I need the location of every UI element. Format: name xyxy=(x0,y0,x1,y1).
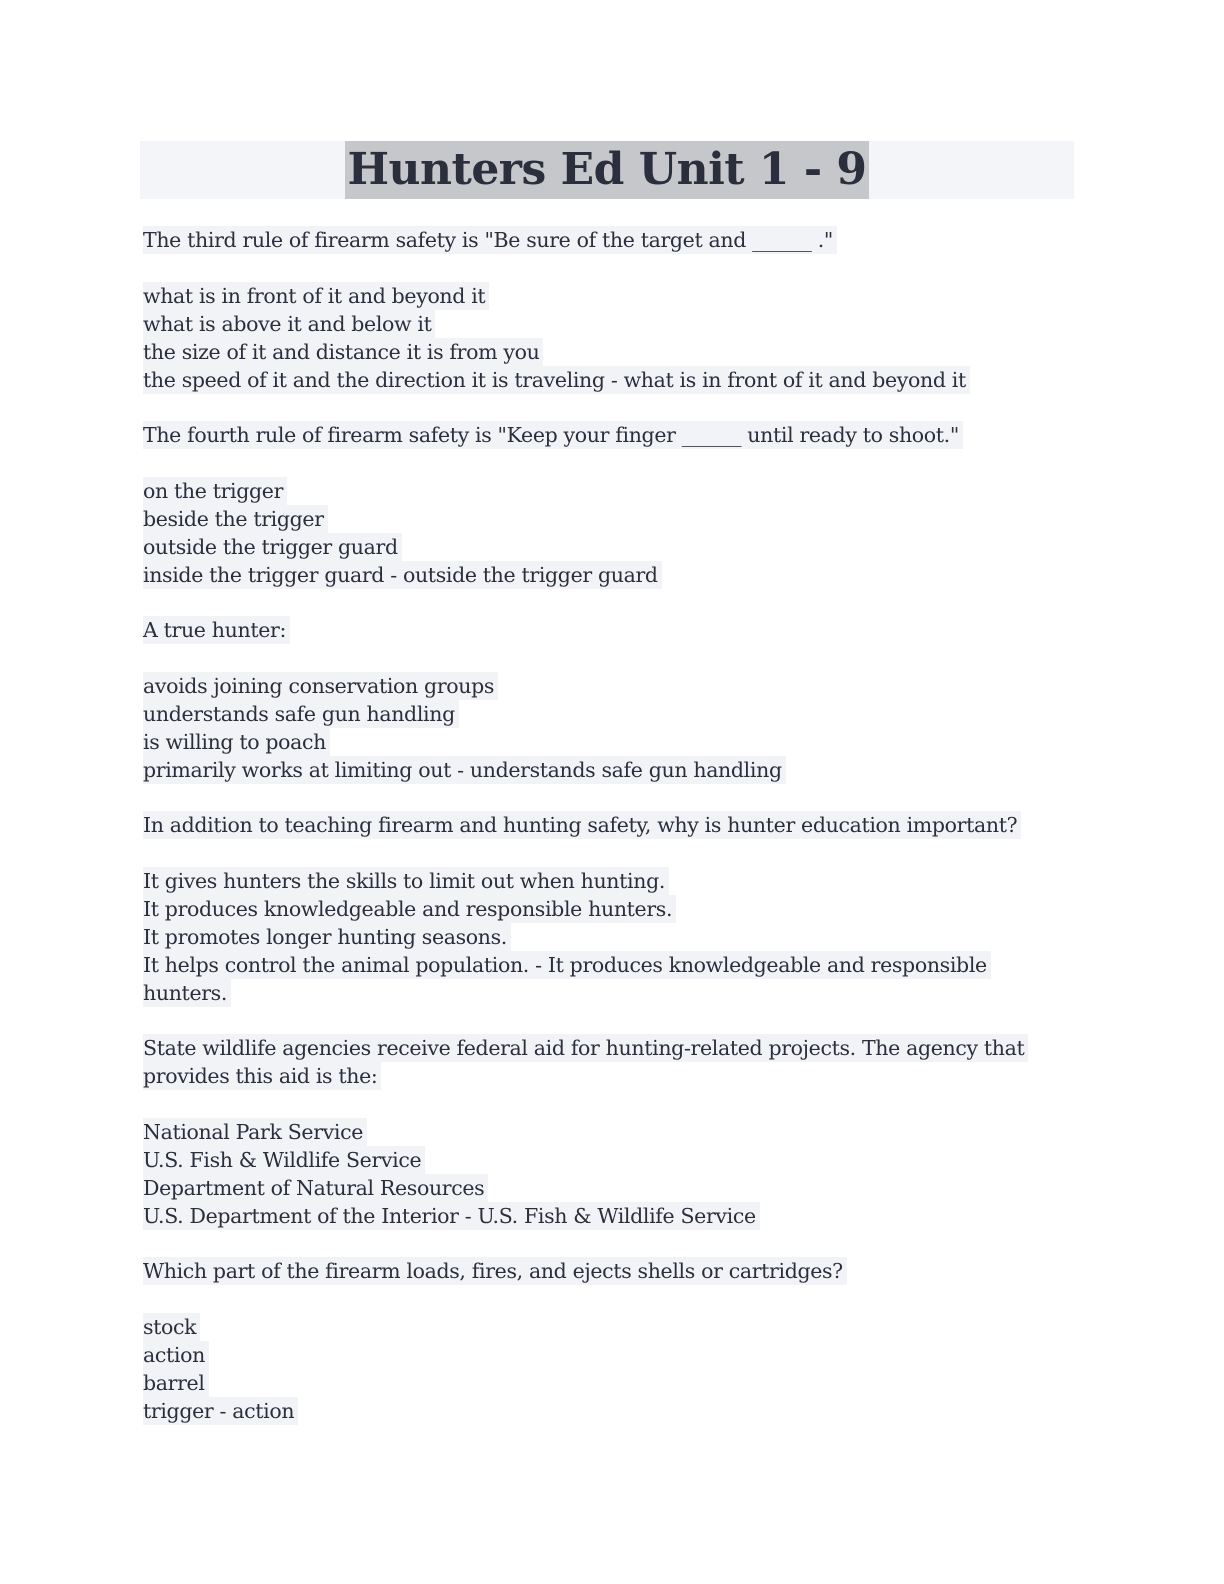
option-1b: what is above it and below it xyxy=(143,310,435,338)
option-3b: understands safe gun handling xyxy=(143,700,459,728)
option-4d: It helps control the animal population. - It produces knowledgeable and responsible xyxy=(143,951,991,979)
question-6: Which part of the firearm loads, fires, and ejects shells or cartridges? xyxy=(143,1257,847,1285)
option-2d: inside the trigger guard - outside the trigger guard xyxy=(143,561,662,589)
option-1d: the speed of it and the direction it is traveling - what is in front of it and beyond it xyxy=(143,366,970,394)
option-5a: National Park Service xyxy=(143,1118,367,1146)
option-3d: primarily works at limiting out - understands safe gun handling xyxy=(143,756,786,784)
page-title: Hunters Ed Unit 1 - 9 xyxy=(345,141,868,199)
option-3a: avoids joining conservation groups xyxy=(143,672,498,700)
option-5d: U.S. Department of the Interior - U.S. Fish & Wildlife Service xyxy=(143,1202,760,1230)
option-1c: the size of it and distance it is from you xyxy=(143,338,543,366)
option-4b: It produces knowledgeable and responsible hunters. xyxy=(143,895,676,923)
question-5-cont: provides this aid is the: xyxy=(143,1062,381,1090)
option-6d: trigger - action xyxy=(143,1397,298,1425)
option-4a: It gives hunters the skills to limit out when hunting. xyxy=(143,867,669,895)
question-3: A true hunter: xyxy=(143,616,290,644)
document-body xyxy=(143,226,1043,1425)
option-6c: barrel xyxy=(143,1369,209,1397)
option-5b: U.S. Fish & Wildlife Service xyxy=(143,1146,425,1174)
question-2: The fourth rule of firearm safety is "Keep your finger ______ until ready to shoot." xyxy=(143,421,963,449)
option-4d-cont: hunters. xyxy=(143,979,231,1007)
option-6a: stock xyxy=(143,1313,200,1341)
option-3c: is willing to poach xyxy=(143,728,330,756)
question-5: State wildlife agencies receive federal aid for hunting-related projects. The agency that xyxy=(143,1034,1028,1062)
option-2c: outside the trigger guard xyxy=(143,533,402,561)
question-4: In addition to teaching firearm and hunting safety, why is hunter education important? xyxy=(143,811,1021,839)
option-2a: on the trigger xyxy=(143,477,287,505)
option-6b: action xyxy=(143,1341,209,1369)
option-4c: It promotes longer hunting seasons. xyxy=(143,923,511,951)
title-band xyxy=(140,141,1074,199)
question-1: The third rule of firearm safety is "Be sure of the target and ______ ." xyxy=(143,226,837,254)
option-2b: beside the trigger xyxy=(143,505,328,533)
option-1a: what is in front of it and beyond it xyxy=(143,282,489,310)
option-5c: Department of Natural Resources xyxy=(143,1174,488,1202)
